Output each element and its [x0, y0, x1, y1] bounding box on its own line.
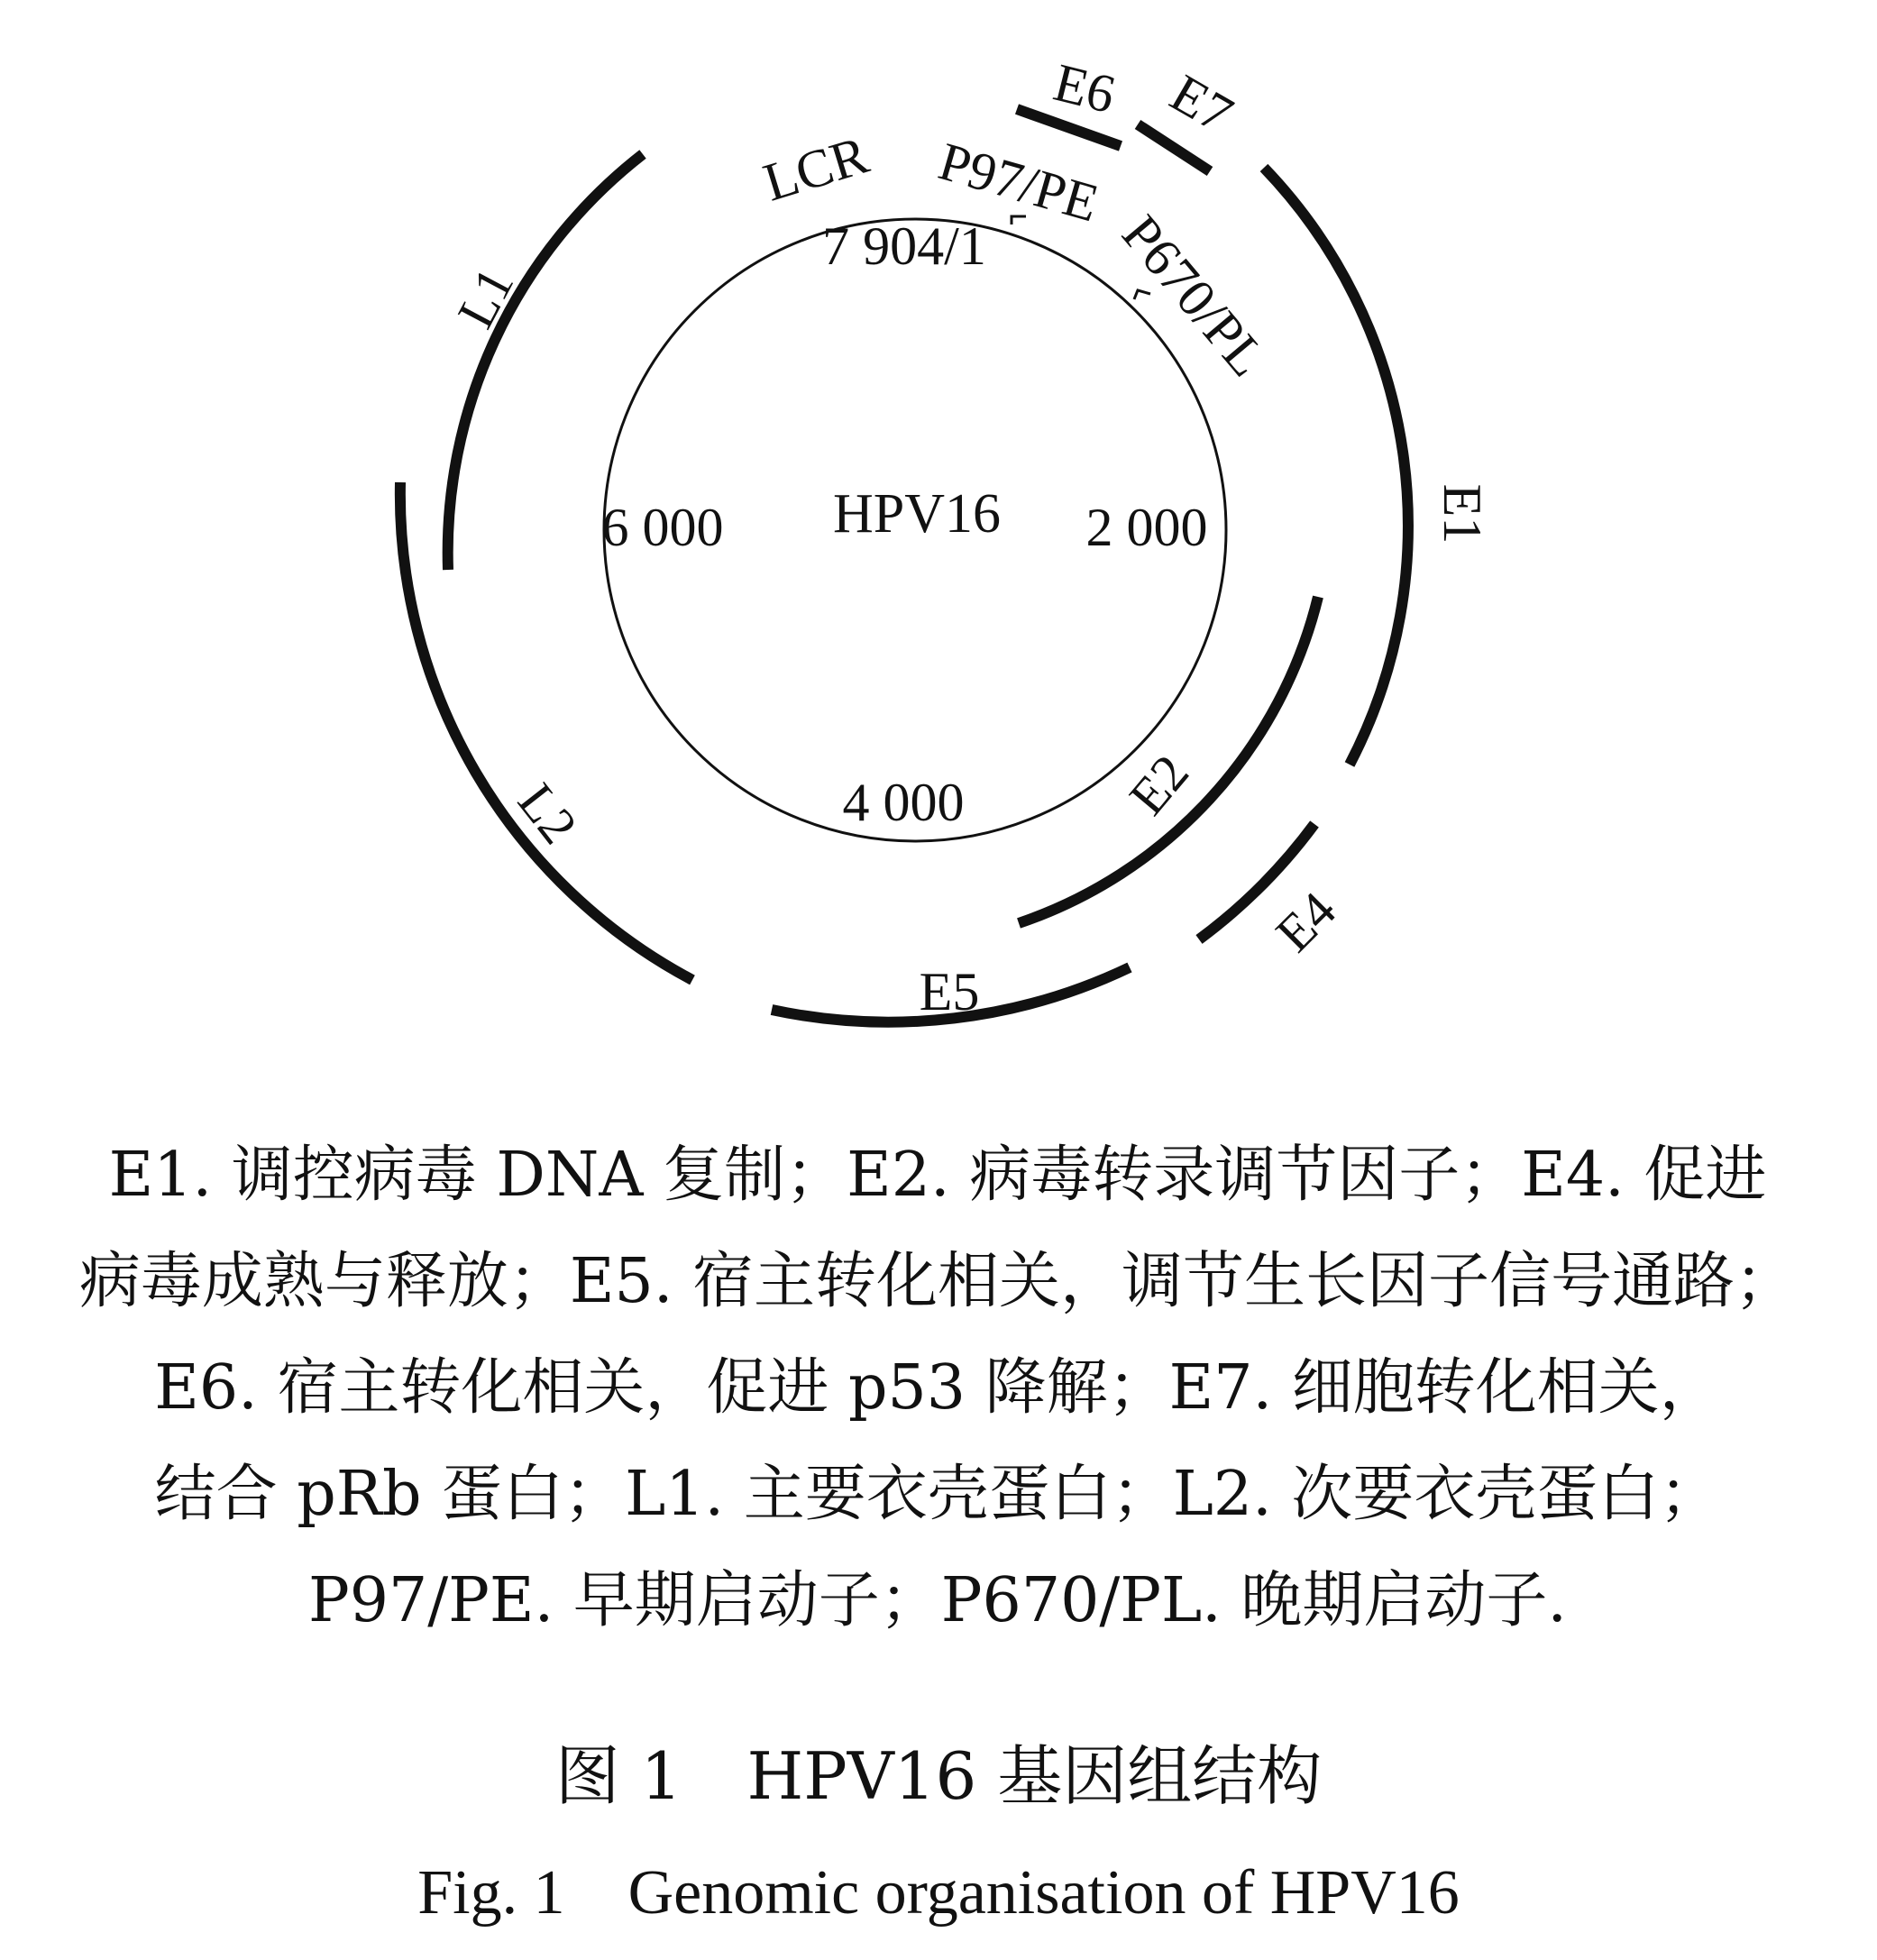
- figure-title-english: Fig. 1 Genomic organisation of HPV16: [417, 1858, 1460, 1928]
- legend-line: 结合 pRb 蛋白；L1. 主要衣壳蛋白；L2. 次要衣壳蛋白；: [154, 1459, 1721, 1530]
- figure-legend: [36, 1122, 1839, 1654]
- legend-line: E1. 调控病毒 DNA 复制；E2. 病毒转录调节因子；E4. 促进: [108, 1140, 1767, 1211]
- origin-label: 7 904/1: [822, 216, 986, 276]
- position-label-6000: 6 000: [601, 498, 724, 557]
- lcr-label: LCR: [756, 124, 875, 213]
- promoter-tick-p670: [1134, 290, 1150, 299]
- position-label-2000: 2 000: [1085, 498, 1208, 557]
- promoter-label-p670-pl: P670/PL: [1111, 204, 1278, 388]
- legend-line: E6. 宿主转化相关，促进 p53 降解；E7. 细胞转化相关，: [154, 1352, 1721, 1424]
- gene-label-l1: L1: [445, 258, 526, 337]
- promoter-label-p97-pe: P97/PE: [932, 131, 1105, 234]
- gene-label-e2: E2: [1117, 743, 1200, 826]
- legend-line: P97/PE. 早期启动子；P670/PL. 晚期启动子.: [307, 1565, 1568, 1636]
- gene-label-e7: E7: [1160, 62, 1243, 145]
- position-label-4000: 4 000: [842, 773, 965, 832]
- center-label: HPV16: [832, 483, 1002, 545]
- legend-line: 病毒成熟与释放；E5. 宿主转化相关，调节生长因子信号通路；: [78, 1246, 1797, 1317]
- figure-title-chinese: 图 1 HPV16 基因组结构: [554, 1738, 1323, 1814]
- gene-label-e1: E1: [1433, 483, 1492, 545]
- gene-label-e5: E5: [919, 962, 980, 1021]
- gene-label-l2: L2: [507, 772, 590, 855]
- gene-label-e4: E4: [1264, 880, 1348, 964]
- promoter-tick-p97: [1012, 216, 1026, 224]
- gene-label-e6: E6: [1048, 51, 1122, 125]
